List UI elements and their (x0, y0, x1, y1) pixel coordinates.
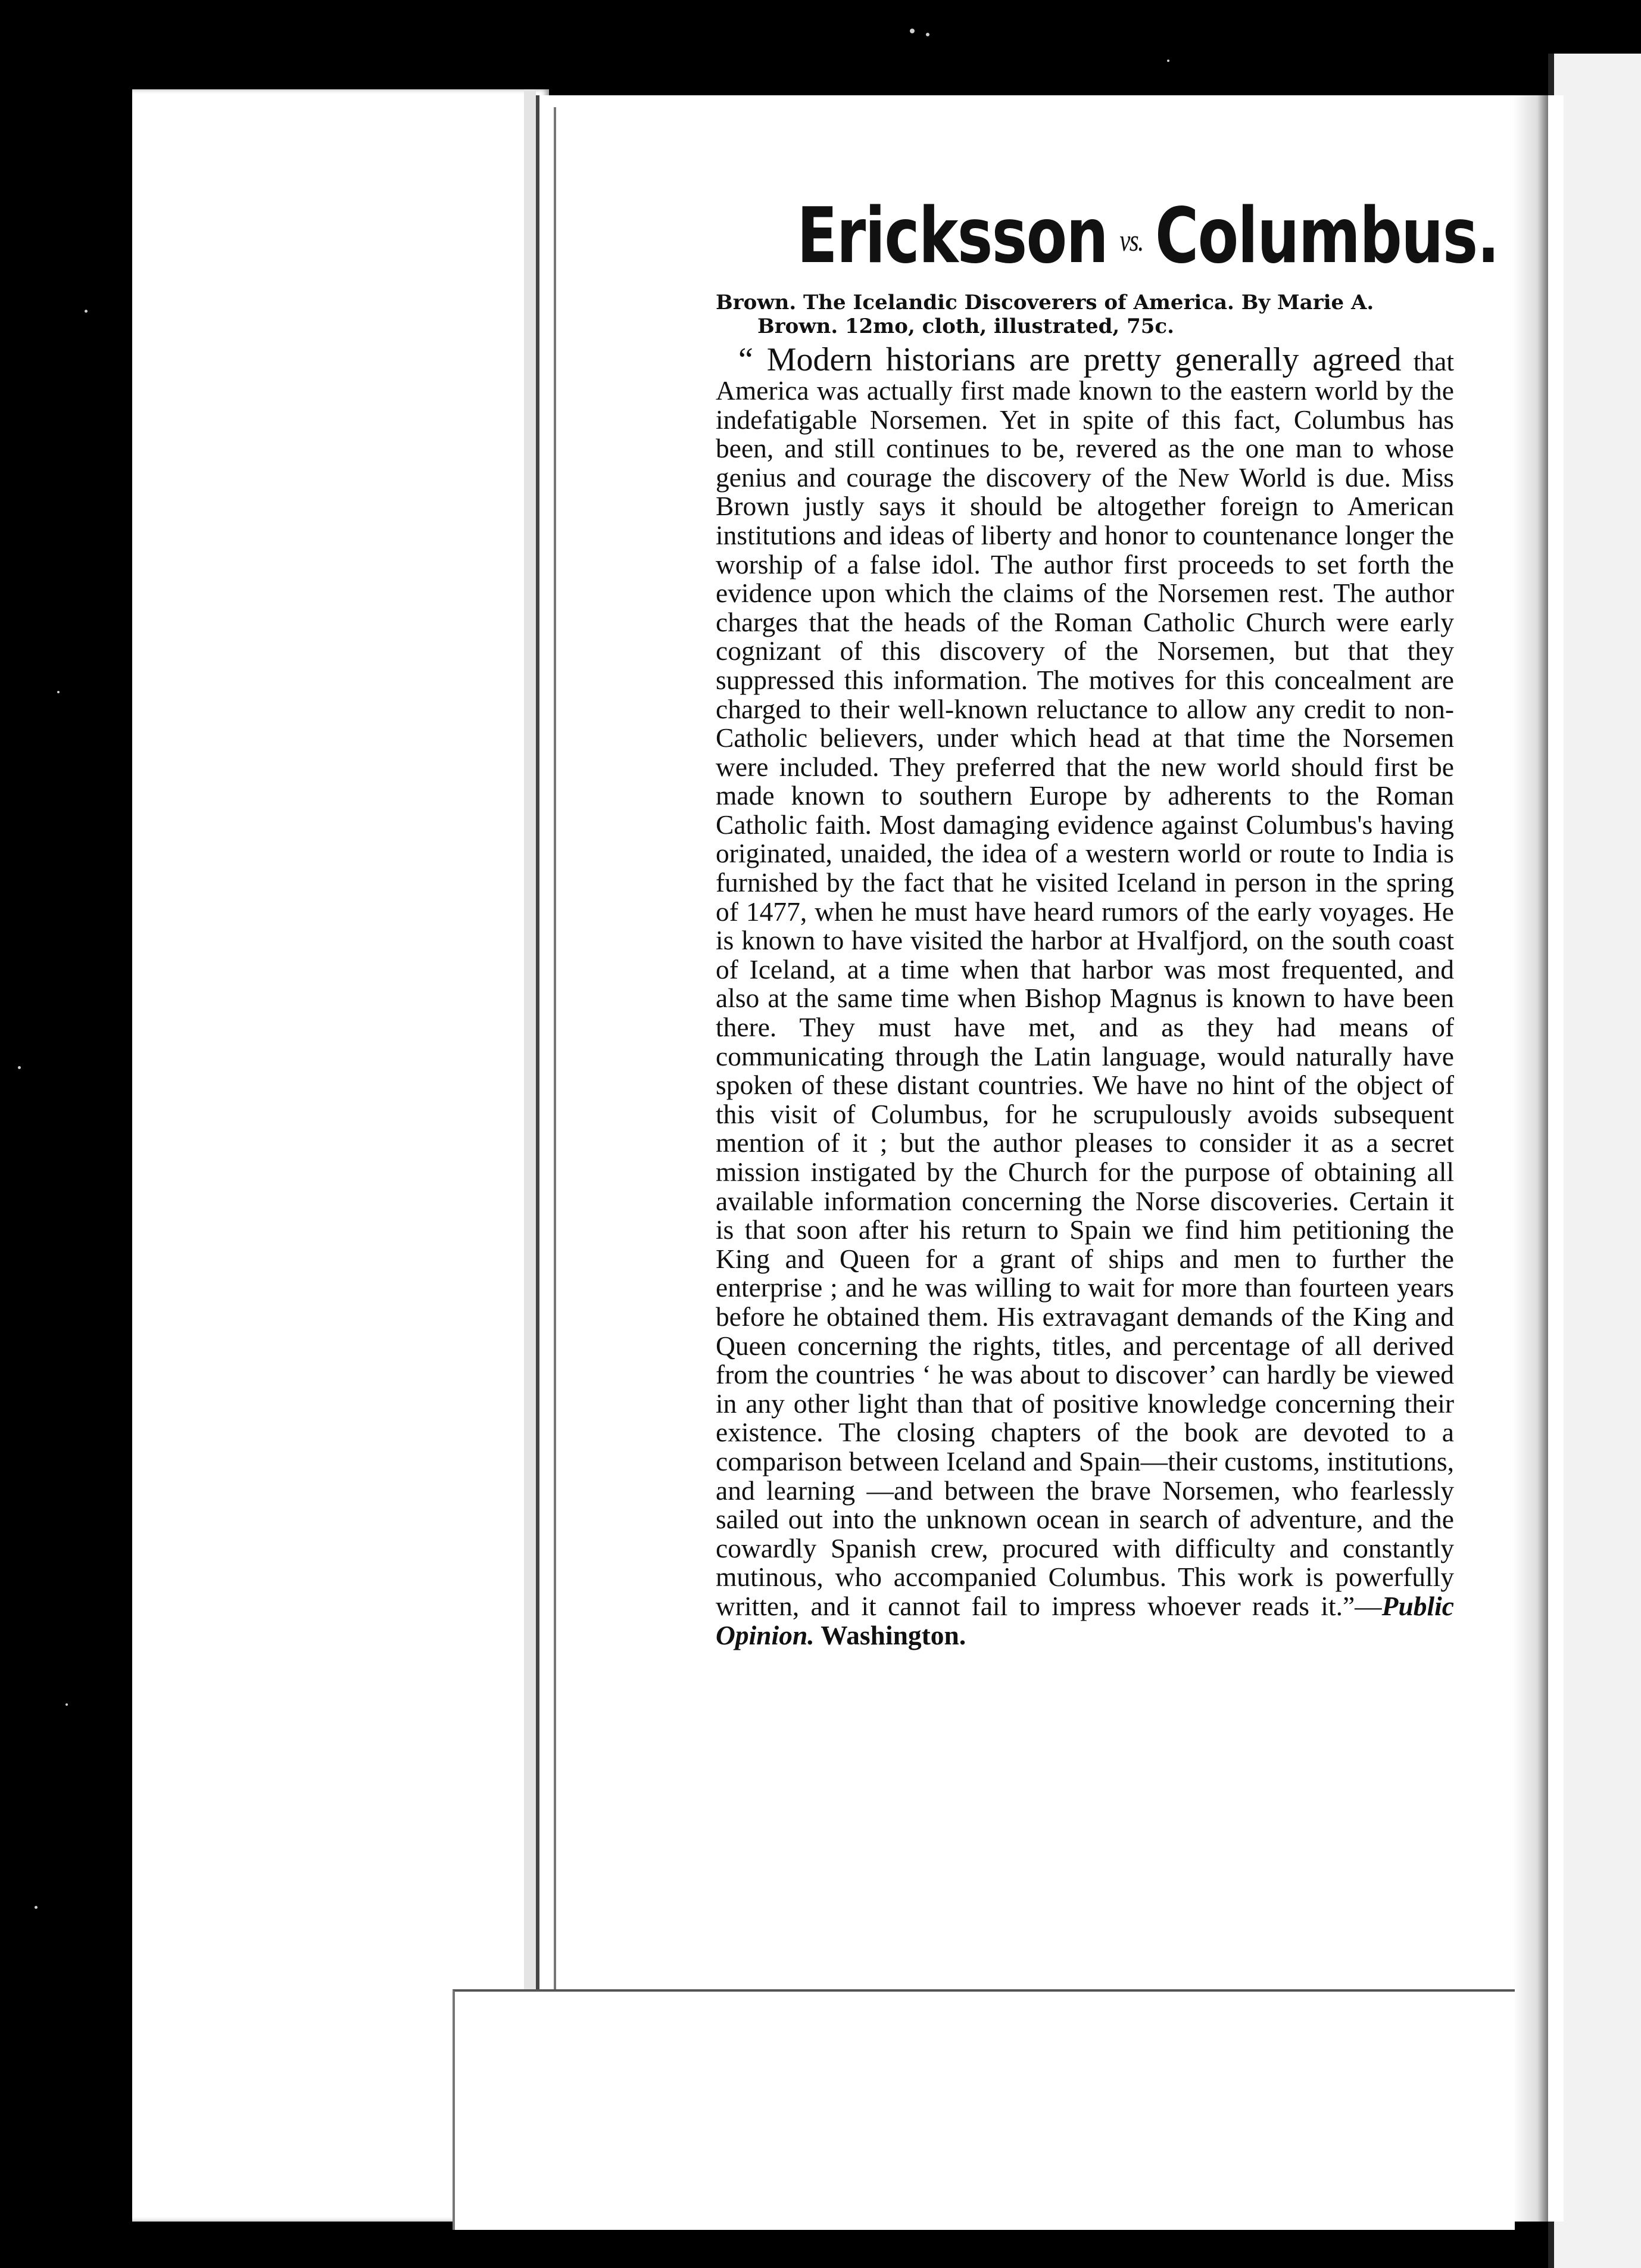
title-right: Columbus. (1155, 192, 1499, 281)
review-text (716, 341, 1455, 1650)
left-blank-page (132, 89, 549, 2222)
review-article (716, 192, 1499, 1650)
scan-speck (926, 33, 929, 36)
bottom-paper-slip (453, 1989, 1515, 2230)
scan-speck (910, 29, 915, 33)
scan-speck (18, 1066, 21, 1069)
left-page-edge (524, 89, 536, 2222)
right-page-edge (1512, 95, 1548, 2222)
scan-speck (1167, 60, 1169, 62)
bibliographic-entry: Brown. The Icelandic Discoverers of America. By Marie A. Brown. 12mo, cloth, illustrated, 75c. (716, 291, 1374, 339)
review-lead: “ Modern historians are pretty generally agreed (738, 341, 1402, 379)
title-vs: vs. (1119, 223, 1143, 258)
gutter-line (554, 107, 556, 1989)
title-left: Ericksson (797, 192, 1108, 281)
scan-speck (35, 1906, 38, 1909)
scan-speck (85, 310, 88, 313)
scan-speck (57, 691, 60, 693)
page-title (797, 192, 1499, 281)
source-name: Public Opinion. (716, 1590, 1454, 1650)
source-place: Washington. (814, 1619, 966, 1650)
scan-speck (65, 1703, 68, 1706)
review-body: that America was actually first made known to the eastern world by the indefatigable Norsemen. Yet in spite of this fact, Columbus has been, and still continues to be, revered as the one man to whose genius and courage the discovery of the New World is due. Miss Brown justly says it should be altogether foreign to American institutions and ideas of liberty and honor to countenance longer the worship of a false idol. The author first proceeds to set forth the evidence upon which the claims of the Norsemen rest. The author charges that the heads of the Roman Catholic Church were early cognizant of this discovery of the Norsemen, but that they suppressed this information. The motives for this concealment are charged to their well-known reluctance to allow any credit to non-Catholic believers, under which head at that time the Norsemen were included. They preferred that the new world should first be made known to southern Europe by adherents to the Roman Catholic faith. Most damaging evidence against Columbus's having originated, unaided, the idea of a western world or route to India is furnished by the fact that he visited Iceland in person in the spring of 1477, when he must have heard rumors of the early voyages. He is known to have visited the harbor at Hvalfjord, on the south coast of Iceland, at a time when that harbor was most frequented, and also at the same time when Bishop Magnus is known to have been there. They must have met, and as they had means of communicating through the Latin language, would naturally have spoken of these distant countries. We have no hint of the object of this visit of Columbus, for he scrupulously avoids subsequent mention of it ; but the author pleases to consider it as a secret mission instigated by the Church for the purpose of obtaining all available information concerning the Norse discoveries. Certain it is that soon after his return to Spain we find him petitioning the King and Queen for a grant of ships and men to further the enterprise ; and he was willing to wait for more than fourteen years before he obtained them. His extravagant demands of the King and Queen concerning the rights, titles, and percentage of all derived from the countries ‘ he was about to discover’ can hardly be viewed in any other light than that of positive knowledge concerning their existence. The closing chapters of the book are devoted to a comparison between Iceland and Spain—their customs, institutions, and learning —and between the brave Norsemen, who fearlessly sailed out into the unknown ocean in search of adventure, and the cowardly Spanish crew, procured with difficulty and constantly mutinous, who accompanied Columbus. This work is powerfully written, and it cannot fail to impress whoever reads it.”— (716, 346, 1455, 1621)
